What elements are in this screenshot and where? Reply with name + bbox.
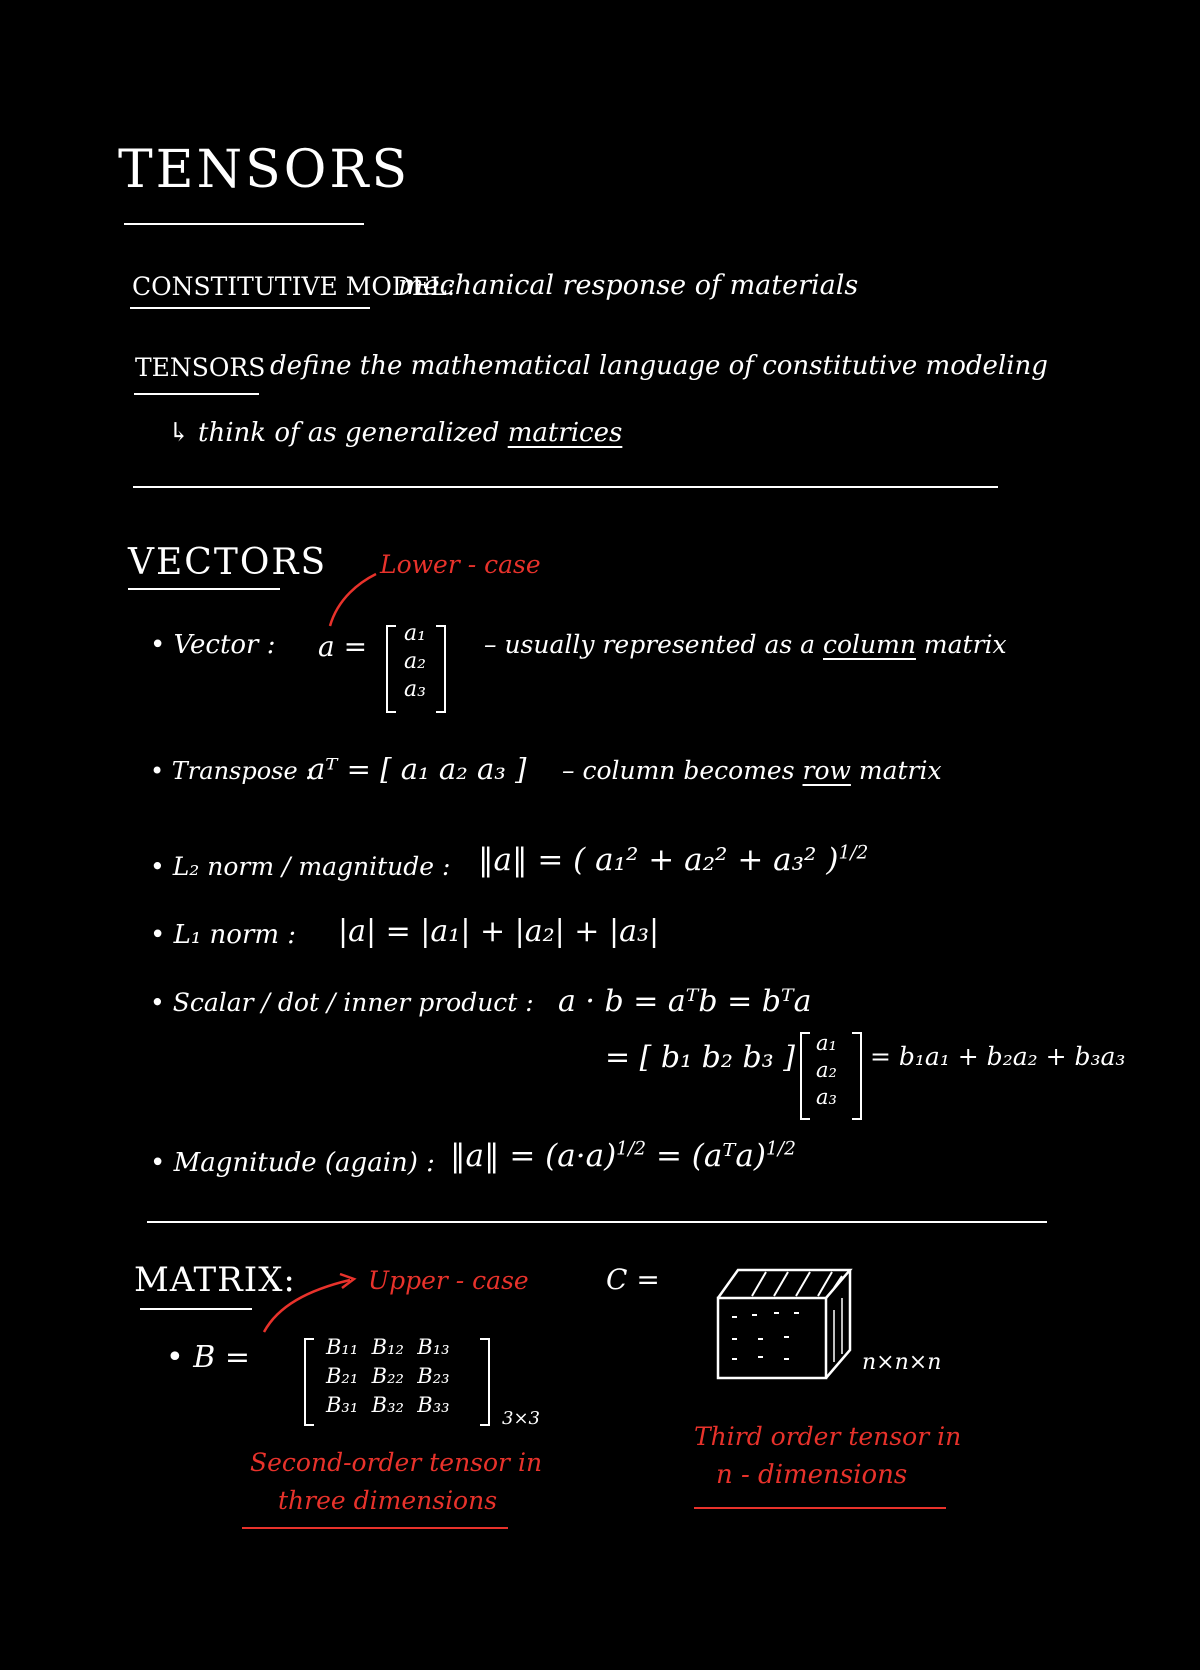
dot-product-result: = b₁a₁ + b₂a₂ + b₃a₃ bbox=[870, 1042, 1126, 1071]
title-underline bbox=[124, 223, 364, 225]
dot-product-column bbox=[816, 1030, 837, 1111]
dot-col-bracket-left bbox=[800, 1032, 810, 1120]
third-order-size: n×n×n bbox=[862, 1350, 942, 1375]
transpose-equation: aᵀ = [ a₁ a₂ a₃ ] bbox=[308, 752, 527, 786]
magnitude-exponent-1: 1/2 bbox=[616, 1138, 647, 1160]
matrix-cell: B₃₃ bbox=[417, 1393, 450, 1417]
think-prefix: ↳ think of as generalized bbox=[168, 418, 500, 448]
second-order-underline bbox=[242, 1527, 508, 1529]
vector-note-suffix: matrix bbox=[923, 630, 1007, 659]
vectors-heading: VECTORS bbox=[128, 542, 328, 583]
constitutive-underline bbox=[130, 307, 370, 309]
matrix-cell: B₂₃ bbox=[417, 1364, 450, 1388]
matrix-bracket-right bbox=[480, 1338, 490, 1426]
matrix-cell: B₁₃ bbox=[417, 1335, 450, 1359]
matrix-heading: MATRIX: bbox=[134, 1260, 296, 1300]
matrix-cell: B₁₁ bbox=[326, 1335, 359, 1359]
vectors-underline bbox=[128, 588, 280, 590]
l2-norm-equation bbox=[478, 842, 868, 878]
third-order-note-2: n - dimensions bbox=[716, 1460, 908, 1490]
third-order-note-1: Third order tensor in bbox=[694, 1422, 962, 1451]
matrix-cell: B₂₂ bbox=[371, 1364, 404, 1388]
constitutive-label: CONSTITUTIVE MODEL: bbox=[132, 272, 456, 301]
matrix-size: 3×3 bbox=[502, 1408, 540, 1429]
dot-product-row: = [ b₁ b₂ b₃ ] bbox=[605, 1040, 795, 1075]
matrix-bracket-left bbox=[304, 1338, 314, 1426]
vector-note-prefix: – usually represented as a bbox=[484, 630, 816, 659]
third-order-lhs: C = bbox=[606, 1263, 660, 1296]
uppercase-annotation: Upper - case bbox=[368, 1266, 529, 1295]
tensors-text: define the mathematical language of constitutive modeling bbox=[270, 351, 1048, 381]
lowercase-arrow bbox=[320, 568, 400, 630]
dot-col-entry: a₃ bbox=[816, 1085, 837, 1109]
transpose-label: • Transpose : bbox=[150, 757, 314, 785]
dot-col-entry: a₁ bbox=[816, 1031, 837, 1055]
vector-entry: a₃ bbox=[404, 677, 426, 702]
think-word: matrices bbox=[507, 418, 623, 448]
matrix-cell: B₃₁ bbox=[326, 1393, 359, 1417]
vector-bracket-right bbox=[436, 625, 446, 713]
l1-norm-label: • L₁ norm : bbox=[150, 920, 297, 950]
third-order-underline bbox=[694, 1507, 946, 1509]
second-order-note-2: three dimensions bbox=[278, 1486, 498, 1515]
magnitude-expression-1: ‖a‖ = (a·a) bbox=[450, 1138, 617, 1174]
dot-col-bracket-right bbox=[852, 1032, 862, 1120]
magnitude-expression-2: = (aᵀa) bbox=[655, 1138, 766, 1174]
dot-product-label: • Scalar / dot / inner product : bbox=[150, 988, 534, 1017]
matrix-cell: B₂₁ bbox=[326, 1364, 359, 1388]
vector-entry: a₁ bbox=[404, 621, 426, 646]
section-divider-2 bbox=[147, 1221, 1047, 1223]
matrix-cell: B₁₂ bbox=[371, 1335, 404, 1359]
l2-norm-expression: ‖a‖ = ( a₁² + a₂² + a₃² ) bbox=[478, 842, 839, 878]
vector-entry: a₂ bbox=[404, 649, 426, 674]
tensors-underline bbox=[134, 393, 259, 395]
section-divider-1 bbox=[133, 486, 998, 488]
vector-note-word: column bbox=[823, 630, 916, 659]
matrix-underline bbox=[140, 1308, 252, 1310]
matrix-row bbox=[326, 1333, 450, 1362]
magnitude-exponent-2: 1/2 bbox=[765, 1138, 796, 1160]
matrix-body bbox=[326, 1333, 450, 1420]
l2-norm-label: • L₂ norm / magnitude : bbox=[150, 852, 451, 881]
vector-label: • Vector : bbox=[150, 630, 276, 660]
magnitude-label: • Magnitude (again) : bbox=[150, 1148, 435, 1178]
magnitude-equation bbox=[450, 1138, 796, 1174]
matrix-row bbox=[326, 1391, 450, 1420]
page-title: TENSORS bbox=[118, 140, 411, 200]
uppercase-arrow bbox=[258, 1270, 368, 1340]
think-line bbox=[168, 418, 622, 448]
l1-norm-equation: |a| = |a₁| + |a₂| + |a₃| bbox=[338, 914, 660, 949]
vector-entries bbox=[404, 620, 426, 704]
matrix-row bbox=[326, 1362, 450, 1391]
transpose-note-suffix: matrix bbox=[858, 756, 942, 785]
matrix-lhs: • B = bbox=[166, 1340, 250, 1375]
transpose-note-prefix: – column becomes bbox=[562, 756, 795, 785]
second-order-note-1: Second-order tensor in bbox=[250, 1448, 543, 1477]
vector-lhs: a = bbox=[318, 630, 368, 663]
dot-product-equation: a · b = aᵀb = bᵀa bbox=[558, 984, 812, 1019]
vector-note bbox=[484, 630, 1007, 659]
tensors-label: TENSORS bbox=[135, 353, 266, 382]
constitutive-text: mechanical response of materials bbox=[398, 270, 859, 301]
third-order-cube bbox=[700, 1258, 860, 1398]
lowercase-annotation: Lower - case bbox=[380, 550, 541, 579]
l2-norm-exponent: 1/2 bbox=[838, 842, 869, 864]
transpose-note bbox=[562, 756, 942, 785]
matrix-cell: B₃₂ bbox=[371, 1393, 404, 1417]
transpose-note-word: row bbox=[802, 756, 851, 785]
dot-col-entry: a₂ bbox=[816, 1058, 837, 1082]
vector-bracket-left bbox=[386, 625, 396, 713]
